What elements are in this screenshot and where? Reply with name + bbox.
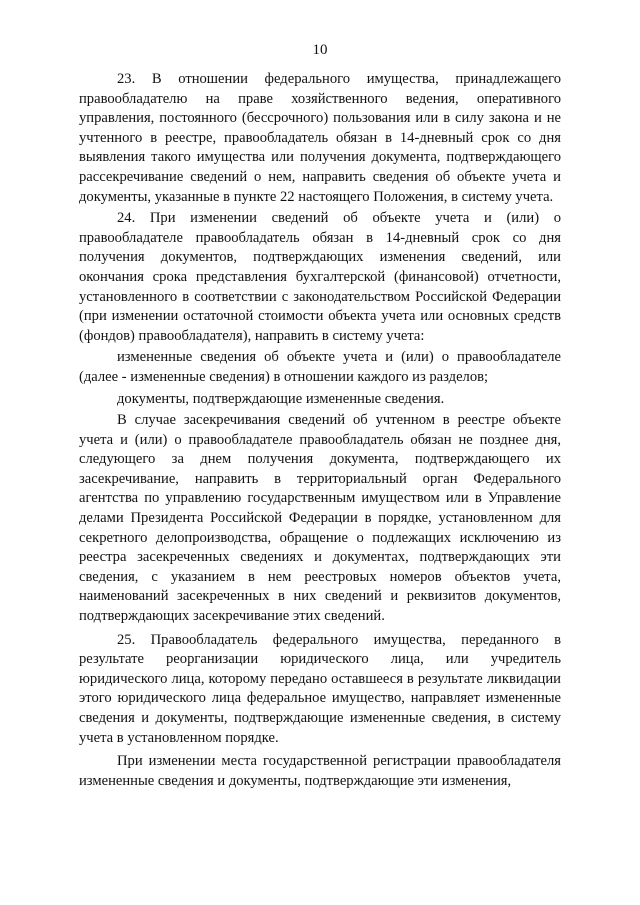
paragraph-classification: В случае засекречивания сведений об учтенном в реестре объекте учета и (или) о правообладателе правообладатель обязан не позднее дня, следующего за днем получения документа, подтверждающего их засекречивание, направить в территориальный орган Федерального агентства по управлению государственным имуществом или в Управление делами Президента Российской Федерации в порядке, установленном для секретного делопроизводства, обращение о подлежащих исключению из реестра засекреченных сведениях и документах, подтверждающих эти сведения, с указанием в нем реестровых номеров объектов учета, наименований засекреченных в них сведений и реквизитов документов, подтверждающих засекречивание этих сведений. — [79, 412, 561, 625]
paragraph-registration-change: При изменении места государственной регистрации правообладателя измененные сведения и документы, подтверждающие эти изменения, — [79, 753, 561, 789]
paragraph-24-item-documents: документы, подтверждающие измененные сведения. — [117, 390, 445, 407]
document-body — [79, 70, 561, 793]
paragraph-24-item-changed-info: измененные сведения об объекте учета и (или) о правообладателе (далее - измененные сведения) в отношении каждого из разделов; — [79, 349, 561, 385]
paragraph-23: 23. В отношении федерального имущества, принадлежащего правообладателю на праве хозяйственного ведения, оперативного управления, постоянного (бессрочного) пользования или в силу закона и не учтенного в реестре, правообладатель обязан в 14-дневный срок со дня выявления такого имущества или получения документа, подтверждающего рассекречивание сведений о нем, направить сведения об объекте учета и документы, указанные в пункте 22 настоящего Положения, в систему учета. — [79, 71, 561, 205]
paragraph-25: 25. Правообладатель федерального имущества, переданного в результате реорганизации юридического лица, или учредитель юридического лица, которому передано оставшееся в результате ликвидации этого юридического лица федеральное имущество, направляет измененные сведения и документы, подтверждающие измененные сведения, в систему учета в установленном порядке. — [79, 631, 561, 746]
page-number: 10 — [312, 42, 328, 58]
paragraph-24: 24. При изменении сведений об объекте учета и (или) о правообладателе правообладатель обязан в 14-дневный срок со дня получения документов, подтверждающих изменения сведений, или окончания срока представления бухгалтерской (финансовой) отчетности, установленного в соответствии с законодательством Российской Федерации (при изменении остаточной стоимости объекта учета или основных средств (фондов) правообладателя), направить в систему учета: — [79, 210, 561, 344]
